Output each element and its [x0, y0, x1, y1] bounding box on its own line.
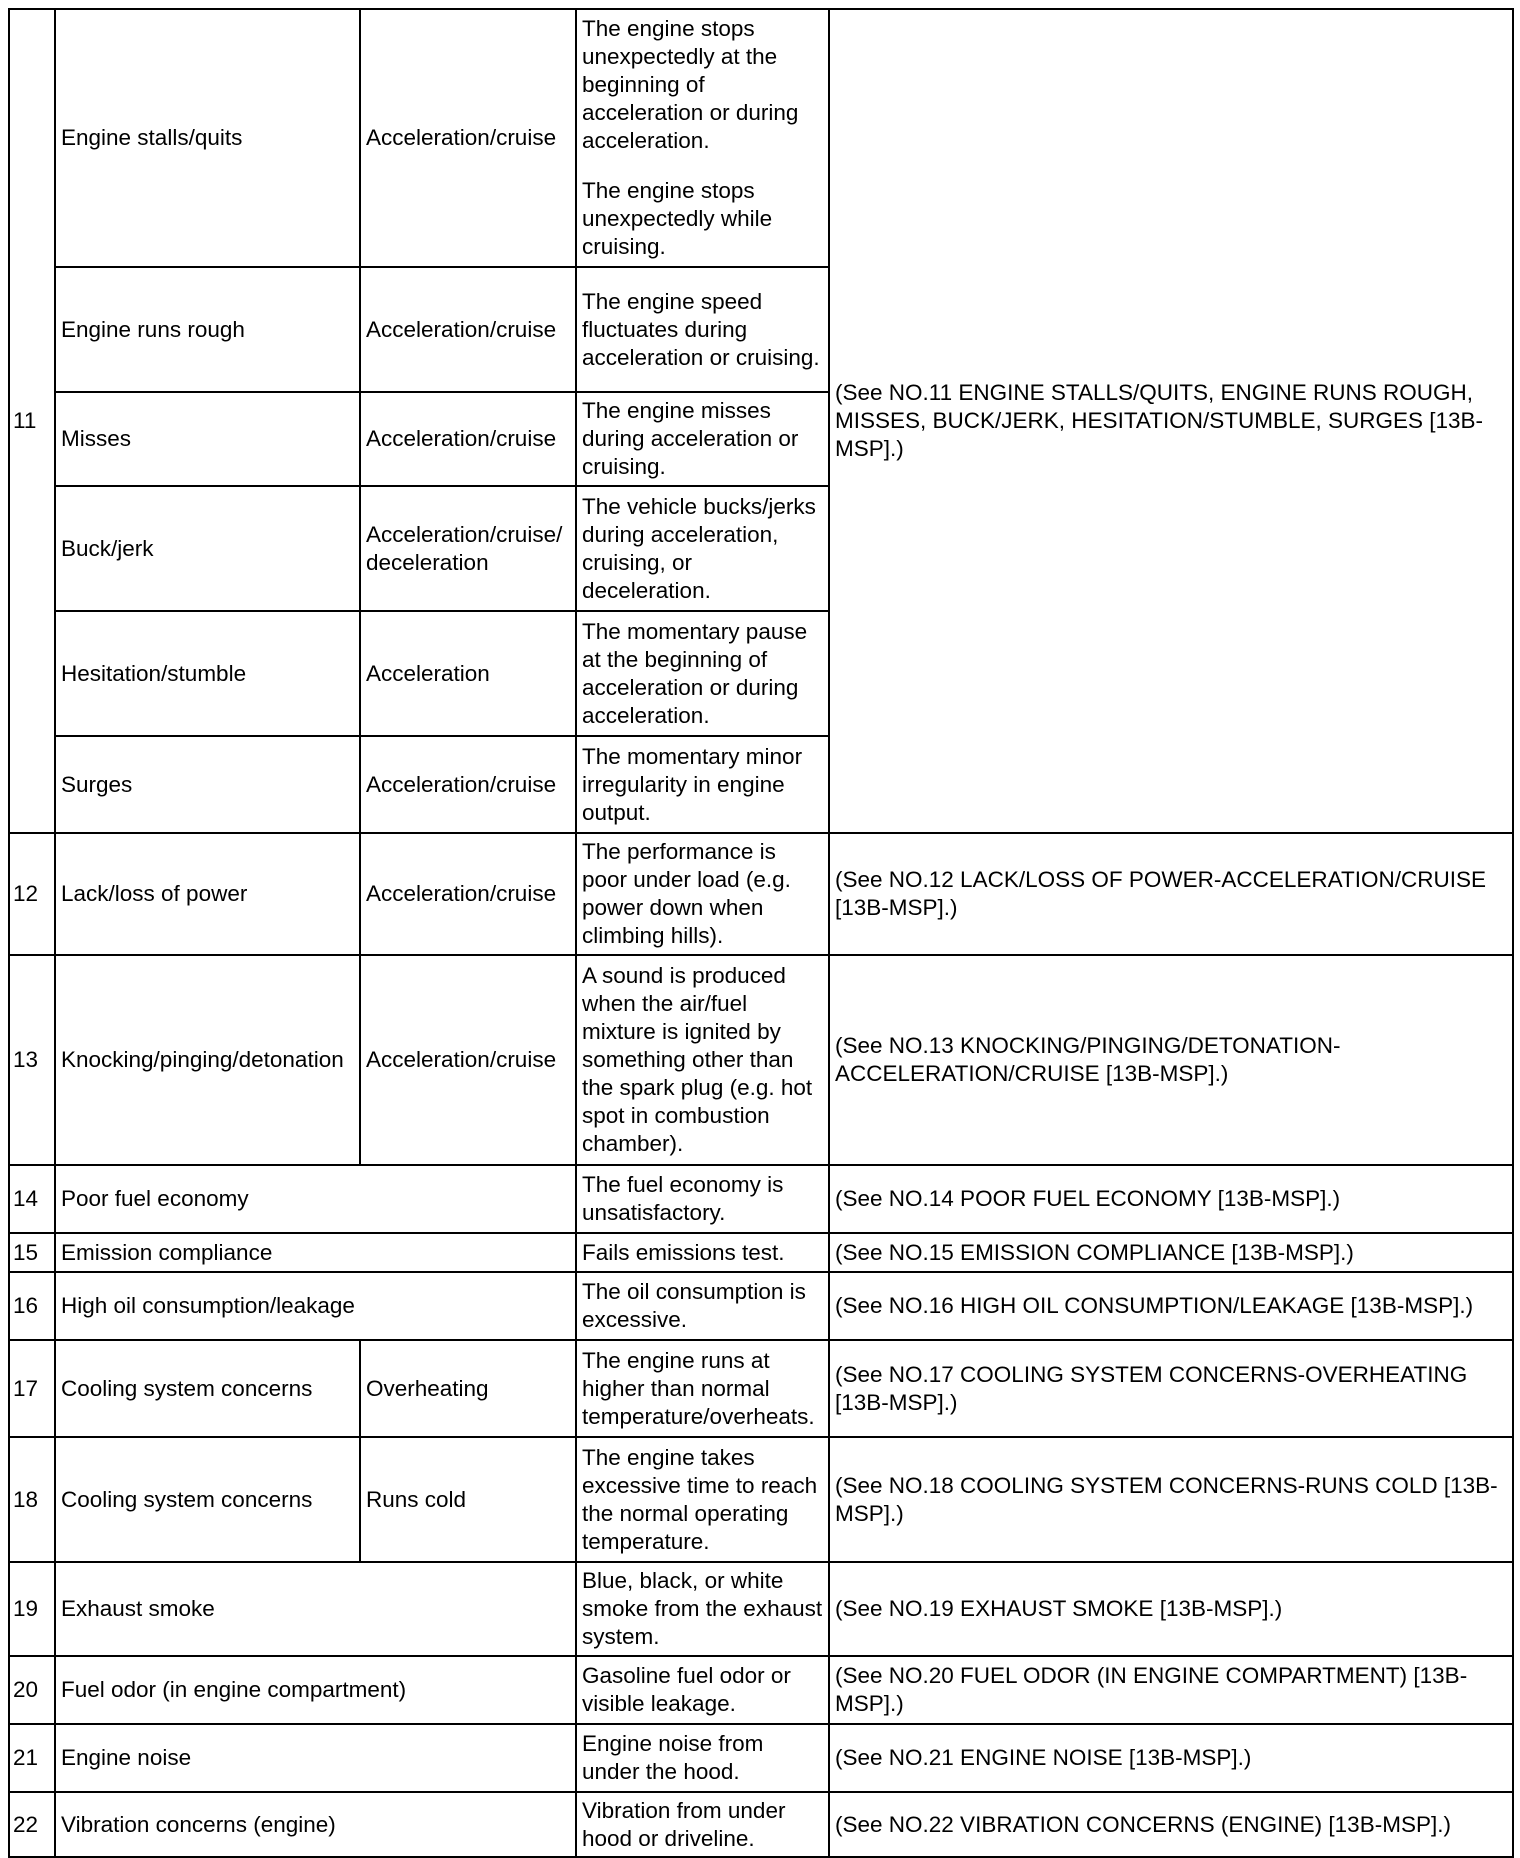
description: The momentary pause at the beginning of acceleration or during acceleration.	[576, 611, 829, 736]
description: Vibration from under hood or driveline.	[576, 1792, 829, 1857]
description: The vehicle bucks/jerks during acceleration, cruising, or deceleration.	[576, 486, 829, 611]
table-row	[9, 1165, 1513, 1233]
row-number: 19	[9, 1562, 55, 1656]
reference: (See NO.15 EMISSION COMPLIANCE [13B-MSP].)	[829, 1233, 1513, 1272]
condition: Acceleration/cruise/ deceleration	[360, 486, 576, 611]
table-row	[9, 1272, 1513, 1340]
row-number: 21	[9, 1724, 55, 1792]
table-row	[9, 955, 1513, 1165]
condition: Overheating	[360, 1340, 576, 1437]
table-row	[9, 1656, 1513, 1724]
reference: (See NO.12 LACK/LOSS OF POWER-ACCELERATION/CRUISE [13B-MSP].)	[829, 833, 1513, 955]
row-number: 13	[9, 955, 55, 1165]
row-number: 16	[9, 1272, 55, 1340]
condition: Acceleration/cruise	[360, 9, 576, 267]
description: Engine noise from under the hood.	[576, 1724, 829, 1792]
symptom: Lack/loss of power	[55, 833, 360, 955]
symptom: Emission compliance	[55, 1233, 576, 1272]
symptom: Misses	[55, 392, 360, 486]
row-number: 20	[9, 1656, 55, 1724]
symptom: Cooling system concerns	[55, 1340, 360, 1437]
description: Gasoline fuel odor or visible leakage.	[576, 1656, 829, 1724]
symptom: Engine stalls/quits	[55, 9, 360, 267]
description: The oil consumption is excessive.	[576, 1272, 829, 1340]
row-number: 14	[9, 1165, 55, 1233]
reference: (See NO.18 COOLING SYSTEM CONCERNS-RUNS COLD [13B-MSP].)	[829, 1437, 1513, 1562]
symptom: Surges	[55, 736, 360, 833]
symptom-troubleshooting-table	[8, 8, 1514, 1858]
symptom: High oil consumption/leakage	[55, 1272, 576, 1340]
description: The momentary minor irregularity in engine output.	[576, 736, 829, 833]
symptom: Engine runs rough	[55, 267, 360, 392]
description: The performance is poor under load (e.g. power down when climbing hills).	[576, 833, 829, 955]
reference: (See NO.16 HIGH OIL CONSUMPTION/LEAKAGE [13B-MSP].)	[829, 1272, 1513, 1340]
symptom: Cooling system concerns	[55, 1437, 360, 1562]
table-row	[9, 1724, 1513, 1792]
table-row	[9, 1792, 1513, 1857]
description: The engine runs at higher than normal temperature/overheats.	[576, 1340, 829, 1437]
reference: (See NO.20 FUEL ODOR (IN ENGINE COMPARTMENT) [13B-MSP].)	[829, 1656, 1513, 1724]
description-paragraph: The engine stops unexpectedly at the beginning of acceleration or during acceleration.	[582, 16, 799, 153]
row-number: 12	[9, 833, 55, 955]
row-number: 11	[9, 9, 55, 833]
symptom: Engine noise	[55, 1724, 576, 1792]
condition: Acceleration	[360, 611, 576, 736]
description-paragraph: The engine stops unexpectedly while cruising.	[582, 178, 773, 259]
description: The fuel economy is unsatisfactory.	[576, 1165, 829, 1233]
reference: (See NO.14 POOR FUEL ECONOMY [13B-MSP].)	[829, 1165, 1513, 1233]
condition: Acceleration/cruise	[360, 267, 576, 392]
symptom: Poor fuel economy	[55, 1165, 576, 1233]
condition: Acceleration/cruise	[360, 736, 576, 833]
reference: (See NO.13 KNOCKING/PINGING/DETONATION-ACCELERATION/CRUISE [13B-MSP].)	[829, 955, 1513, 1165]
description: The engine misses during acceleration or cruising.	[576, 392, 829, 486]
symptom: Knocking/pinging/detonation	[55, 955, 360, 1165]
description: The engine takes excessive time to reach the normal operating temperature.	[576, 1437, 829, 1562]
symptom: Fuel odor (in engine compartment)	[55, 1656, 576, 1724]
table-row	[9, 9, 1513, 267]
row-number: 22	[9, 1792, 55, 1857]
table-row	[9, 833, 1513, 955]
row-number: 15	[9, 1233, 55, 1272]
row-number: 17	[9, 1340, 55, 1437]
description	[576, 9, 829, 267]
description: Fails emissions test.	[576, 1233, 829, 1272]
table-row	[9, 1562, 1513, 1656]
table-row	[9, 1437, 1513, 1562]
description: The engine speed fluctuates during acceleration or cruising.	[576, 267, 829, 392]
symptom: Vibration concerns (engine)	[55, 1792, 576, 1857]
condition: Acceleration/cruise	[360, 392, 576, 486]
condition: Runs cold	[360, 1437, 576, 1562]
condition: Acceleration/cruise	[360, 833, 576, 955]
symptom: Hesitation/stumble	[55, 611, 360, 736]
table-row	[9, 1233, 1513, 1272]
reference: (See NO.22 VIBRATION CONCERNS (ENGINE) [13B-MSP].)	[829, 1792, 1513, 1857]
reference: (See NO.19 EXHAUST SMOKE [13B-MSP].)	[829, 1562, 1513, 1656]
description: Blue, black, or white smoke from the exhaust system.	[576, 1562, 829, 1656]
reference: (See NO.21 ENGINE NOISE [13B-MSP].)	[829, 1724, 1513, 1792]
symptom: Exhaust smoke	[55, 1562, 576, 1656]
row-number: 18	[9, 1437, 55, 1562]
description: A sound is produced when the air/fuel mixture is ignited by something other than the spark plug (e.g. hot spot in combustion chamber).	[576, 955, 829, 1165]
condition: Acceleration/cruise	[360, 955, 576, 1165]
table-row	[9, 1340, 1513, 1437]
symptom: Buck/jerk	[55, 486, 360, 611]
reference: (See NO.17 COOLING SYSTEM CONCERNS-OVERHEATING [13B-MSP].)	[829, 1340, 1513, 1437]
reference: (See NO.11 ENGINE STALLS/QUITS, ENGINE RUNS ROUGH, MISSES, BUCK/JERK, HESITATION/STUMBLE, SURGES [13B-MSP].)	[829, 9, 1513, 833]
